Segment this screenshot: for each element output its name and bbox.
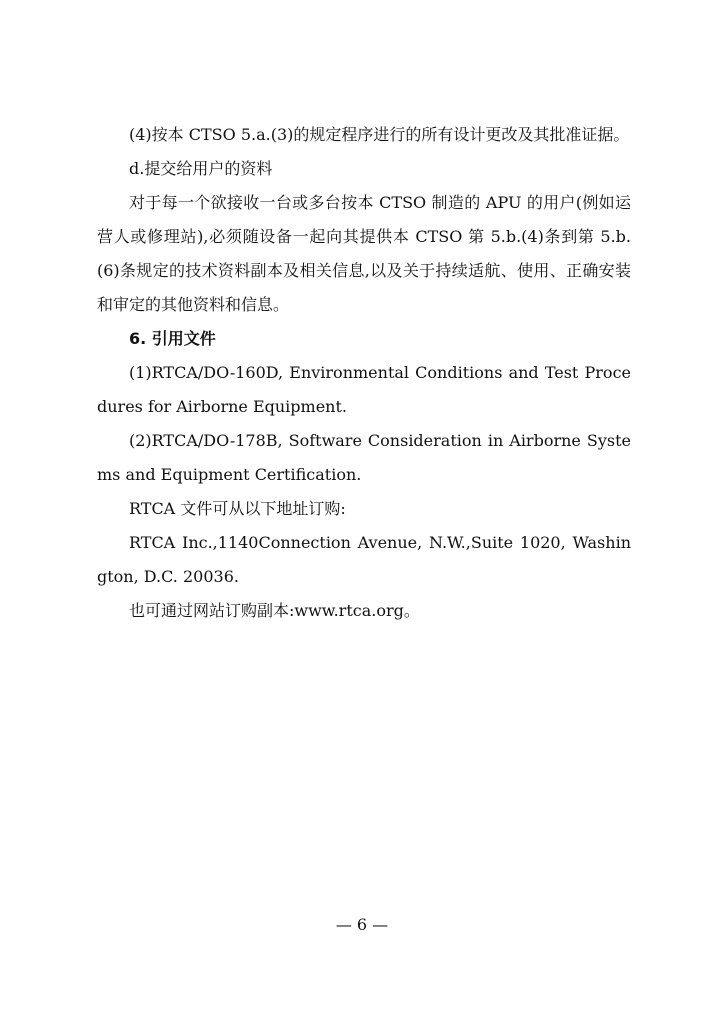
paragraph-design-changes: (4)按本 CTSO 5.a.(3)的规定程序进行的所有设计更改及其批准证据。: [129, 125, 630, 144]
paragraph-user-data: 对于每一个欲接收一台或多台按本 CTSO 制造的 APU 的用户(例如运营人或修理站),必须随设备一起向其提供本 CTSO 第 5.b.(4)条到第 5.b.(6)条规定的技术资料副本及相关信息,以及关于持续适航、使用、正确安装和审定的其他资料和信息。: [97, 193, 631, 314]
document-body: [97, 118, 631, 628]
paragraph-ordering-info: RTCA 文件可从以下地址订购:: [129, 499, 346, 518]
reference-do178b: (2)RTCA/DO-178B, Software Consideration in Airborne Systems and Equipment Certification.: [97, 431, 631, 484]
paragraph-rtca-address: RTCA Inc.,1140Connection Avenue, N.W.,Suite 1020, Washington, D.C. 20036.: [97, 533, 631, 586]
paragraph-user-data-heading: d.提交给用户的资料: [129, 159, 273, 178]
section-heading-references: 6. 引用文件: [129, 329, 216, 348]
page-number: — 6 —: [335, 915, 389, 934]
reference-do160d: (1)RTCA/DO-160D, Environmental Conditions and Test Procedures for Airborne Equipment.: [97, 363, 631, 416]
paragraph-website: 也可通过网站订购副本:www.rtca.org。: [129, 601, 420, 620]
